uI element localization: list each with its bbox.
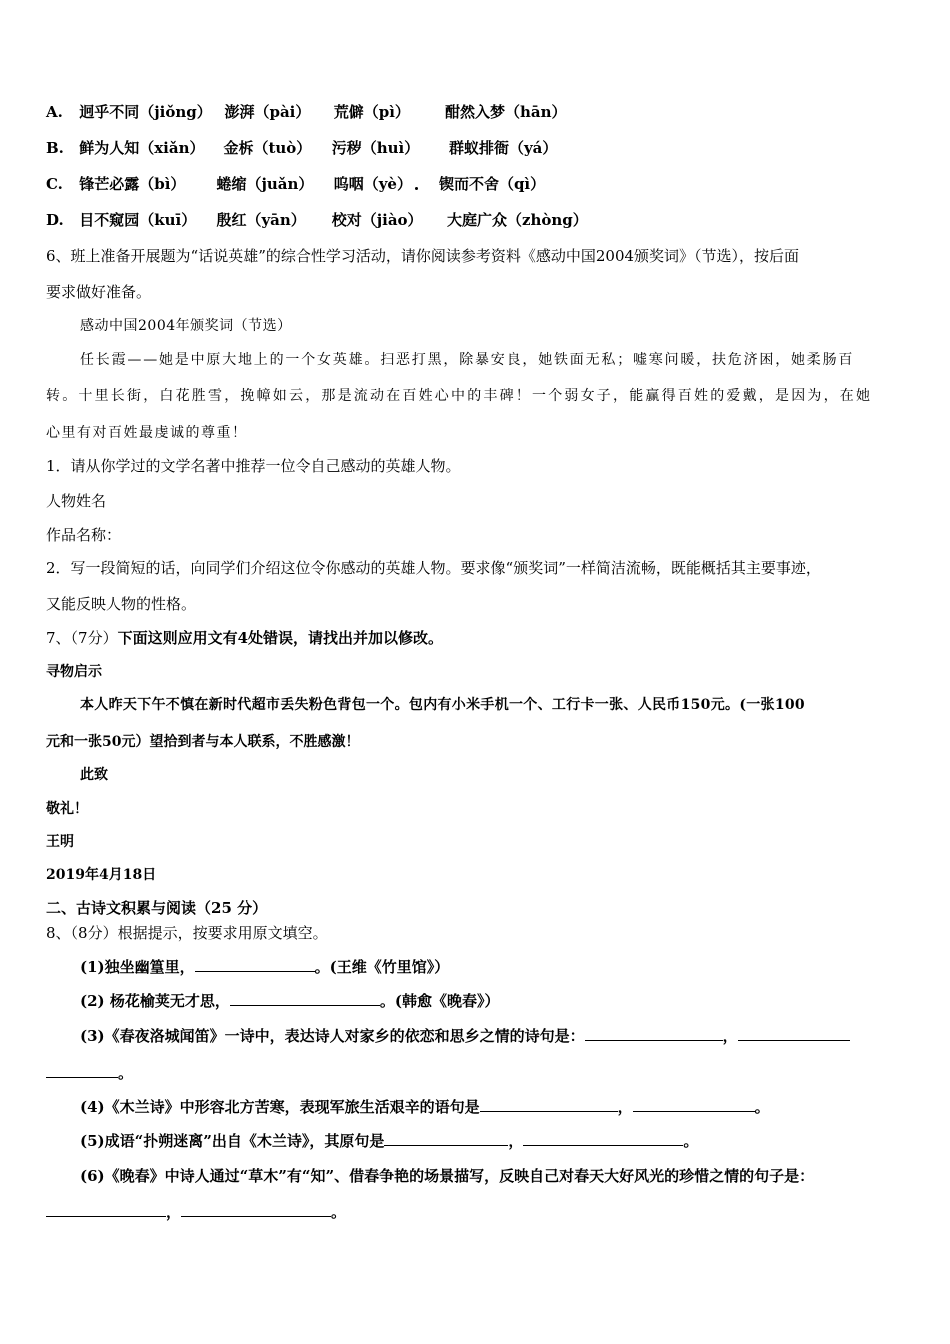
q8-item-text: (5)成语“扑朔迷离”出自《木兰诗》，其原句是 <box>80 1132 385 1150</box>
q7-heading <box>46 628 443 648</box>
q8-item-4 <box>80 1097 770 1117</box>
option-label: A. <box>46 103 63 121</box>
q6-ref-title: 感动中国2004年颁奖词（节选） <box>80 318 292 334</box>
q8-item-text: ， <box>508 1132 524 1150</box>
section2-heading: 二、古诗文积累与阅读（25 分） <box>46 899 268 917</box>
option-word: 群蚁排衙（yá） <box>448 139 558 157</box>
option-word: 锋芒必露（bì） <box>79 175 186 193</box>
q8-item-text: 。(韩愈《晚春》） <box>379 992 500 1010</box>
q8-item-text: (3)《春夜洛城闻笛》一诗中，表达诗人对家乡的依恋和思乡之情的诗句是： <box>80 1027 585 1045</box>
q8-item-3 <box>80 1026 850 1046</box>
notice-body-line2: 元和一张50元）望拾到者与本人联系，不胜感激！ <box>46 734 360 750</box>
q8-item-1 <box>80 957 449 977</box>
answer-blank[interactable] <box>523 1131 683 1146</box>
option-word: 目不窥园（kuī） <box>79 211 197 229</box>
q8-item-text: (4)《木兰诗》中形容北方苦寒，表现军旅生活艰辛的语句是 <box>80 1098 480 1116</box>
notice-closing1: 此致 <box>80 767 108 783</box>
q8-item-5 <box>80 1131 698 1151</box>
q8-item-text: ， <box>166 1203 182 1221</box>
notice-date: 2019年4月18日 <box>46 867 157 883</box>
notice-closing2: 敬礼！ <box>46 801 88 817</box>
answer-blank[interactable] <box>230 991 380 1006</box>
q8-item-text: (1)独坐幽篁里， <box>80 958 195 976</box>
q8-item-text: 。 <box>683 1132 699 1150</box>
option-label: D. <box>46 211 64 229</box>
answer-blank[interactable] <box>46 1202 166 1217</box>
option-word: 校对（jiào） <box>331 211 423 229</box>
q8-item-6 <box>80 1166 814 1186</box>
notice-title: 寻物启示 <box>46 664 102 680</box>
q8-stem: 8、（8分）根据提示，按要求用原文填空。 <box>46 924 328 942</box>
option-word: 鲜为人知（xiǎn） <box>79 139 205 157</box>
q8-item-text: ， <box>722 1027 738 1045</box>
answer-blank[interactable] <box>181 1202 331 1217</box>
q8-item-text: 。 <box>754 1098 770 1116</box>
answer-blank[interactable] <box>738 1026 850 1041</box>
q6-stem-line1: 6、班上准备开展题为“话说英雄”的综合性学习活动，请你阅读参考资料《感动中国2004颁奖词》（节选），按后面 <box>46 247 800 265</box>
q8-item-text: ， <box>617 1098 633 1116</box>
q8-item-3-cont <box>46 1063 133 1083</box>
q6-task2-line2: 又能反映人物的性格。 <box>46 595 197 613</box>
q6-ref-line3: 心里有对百姓最虔诚的尊重！ <box>46 425 248 441</box>
q8-item-text: 。 <box>118 1064 134 1082</box>
q6-name-label: 人物姓名 <box>46 492 107 510</box>
q8-item-text: 。 <box>331 1203 347 1221</box>
q7-stem: 下面这则应用文有4处错误，请找出并加以修改。 <box>117 629 444 647</box>
q7-number: 7、（7分） <box>46 629 118 647</box>
option-word: 金柝（tuò） <box>223 139 312 157</box>
q8-item-2 <box>80 991 499 1011</box>
option-b <box>46 138 557 158</box>
notice-signature: 王明 <box>46 834 74 850</box>
option-d <box>46 210 588 230</box>
answer-blank[interactable] <box>633 1097 755 1112</box>
option-word: 污秽（huì） <box>331 139 420 157</box>
q6-stem-line2: 要求做好准备。 <box>46 283 152 301</box>
option-label: B. <box>46 139 64 157</box>
q6-ref-line2: 转。十里长街，白花胜雪，挽幛如云，那是流动在百姓心中的丰碑！一个弱女子，能赢得百姓的爱戴，是因为，在她 <box>46 388 873 404</box>
q8-item-text: (2) 杨花榆荚无才思， <box>80 992 230 1010</box>
q8-item-6-cont <box>46 1202 346 1222</box>
option-c <box>46 174 545 194</box>
answer-blank[interactable] <box>480 1097 618 1112</box>
option-word: 蜷缩（juǎn） <box>216 175 314 193</box>
option-word: 大庭广众（zhòng） <box>446 211 588 229</box>
option-word: 锲而不舍（qì） <box>438 175 546 193</box>
q6-ref-line1: 任长霞——她是中原大地上的一个女英雄。扫恶打黑，除暴安良，她铁面无私；嘘寒问暖，扶危济困，她柔肠百 <box>80 352 855 368</box>
answer-blank[interactable] <box>195 957 315 972</box>
option-word: 殷红（yān） <box>216 211 306 229</box>
option-word: 酣然入梦（hān） <box>444 103 567 121</box>
option-a <box>46 102 566 122</box>
q6-work-label: 作品名称： <box>46 526 122 544</box>
emphasis-dot <box>415 187 418 190</box>
q6-task1: 1．请从你学过的文学名著中推荐一位令自己感动的英雄人物。 <box>46 457 461 475</box>
option-word: 荒僻（pì） <box>333 103 410 121</box>
option-word: 呜咽（yè） <box>333 175 412 193</box>
option-word: 迥乎不同（jiǒng） <box>79 103 212 121</box>
answer-blank[interactable] <box>46 1063 118 1078</box>
answer-blank[interactable] <box>585 1026 723 1041</box>
q8-item-text: (6)《晚春》中诗人通过“草木”有“知”、借春争艳的场景描写，反映自己对春天大好风光的珍惜之情的句子是： <box>80 1167 815 1185</box>
notice-body-line1: 本人昨天下午不慎在新时代超市丢失粉色背包一个。包内有小米手机一个、工行卡一张、人民币150元。(一张100 <box>80 697 805 713</box>
answer-blank[interactable] <box>384 1131 508 1146</box>
q6-task2-line1: 2．写一段简短的话，向同学们介绍这位令你感动的英雄人物。要求像“颁奖词”一样简洁流畅，既能概括其主要事迹， <box>46 559 821 577</box>
option-word: 澎湃（pài） <box>224 103 311 121</box>
q8-item-text: 。(王维《竹里馆》） <box>314 958 450 976</box>
option-label: C. <box>46 175 63 193</box>
